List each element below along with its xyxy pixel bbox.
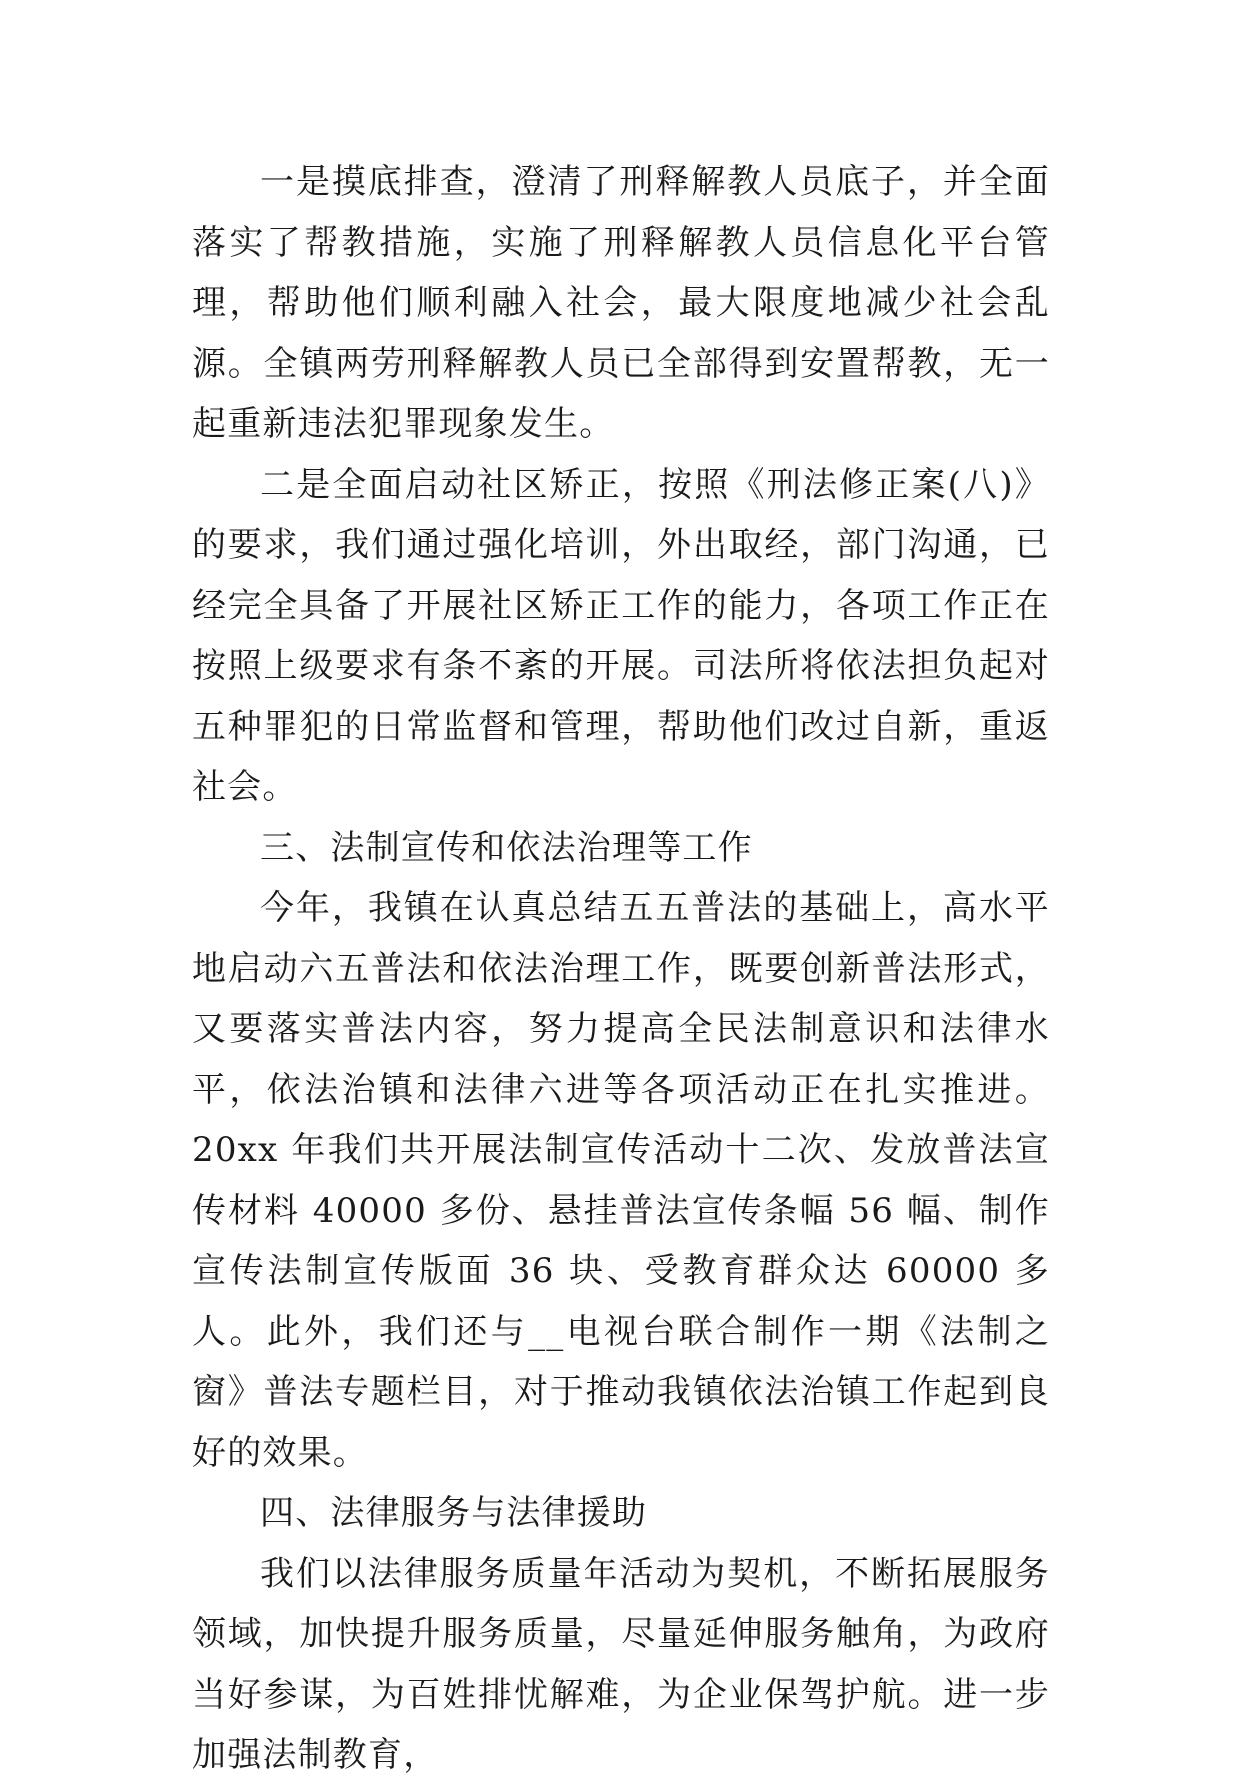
paragraph-legal-services: 我们以法律服务质量年活动为契机，不断拓展服务领域，加快提升服务质量，尽量延伸服务触角，为政府当好参谋，为百姓排忧解难，为企业保驾护航。进一步加强法制教育， xyxy=(192,1553,1050,1775)
section-heading-legal-services: 四、法律服务与法律援助 xyxy=(260,1493,648,1533)
paragraph-community-correction: 二是全面启动社区矫正，按照《刑法修正案(八)》的要求，我们通过强化培训，外出取经，部门沟通，已经完全具备了开展社区矫正工作的能力，各项工作正在按照上级要求有条不紊的开展。司法所将依法担负起对五种罪犯的日常监督和管理，帮助他们改过自新，重返社会。 xyxy=(192,464,1050,807)
paragraph-legal-publicity: 今年，我镇在认真总结五五普法的基础上，高水平地启动六五普法和依法治理工作，既要创新普法形式，又要落实普法内容，努力提高全民法制意识和法律水平，依法治镇和法律六进等各项活动正在扎实推进。20xx 年我们共开展法制宣传活动十二次、发放普法宣传材料 40000 多份、悬挂普法宣传条幅 56 幅、制作宣传法制宣传版面 36 块、受教育群众达 60000 多人。此外，我们还与__电视台联合制作一期《法制之窗》普法专题栏目，对于推动我镇依法治镇工作起到良好的效果。 xyxy=(192,888,1050,1473)
document-body xyxy=(192,152,1050,1786)
paragraph-resettlement-assistance: 一是摸底排查，澄清了刑释解教人员底子，并全面落实了帮教措施，实施了刑释解教人员信息化平台管理，帮助他们顺利融入社会，最大限度地减少社会乱源。全镇两劳刑释解教人员已全部得到安置帮教，无一起重新违法犯罪现象发生。 xyxy=(192,162,1050,444)
section-heading-legal-publicity: 三、法制宣传和依法治理等工作 xyxy=(260,827,753,868)
